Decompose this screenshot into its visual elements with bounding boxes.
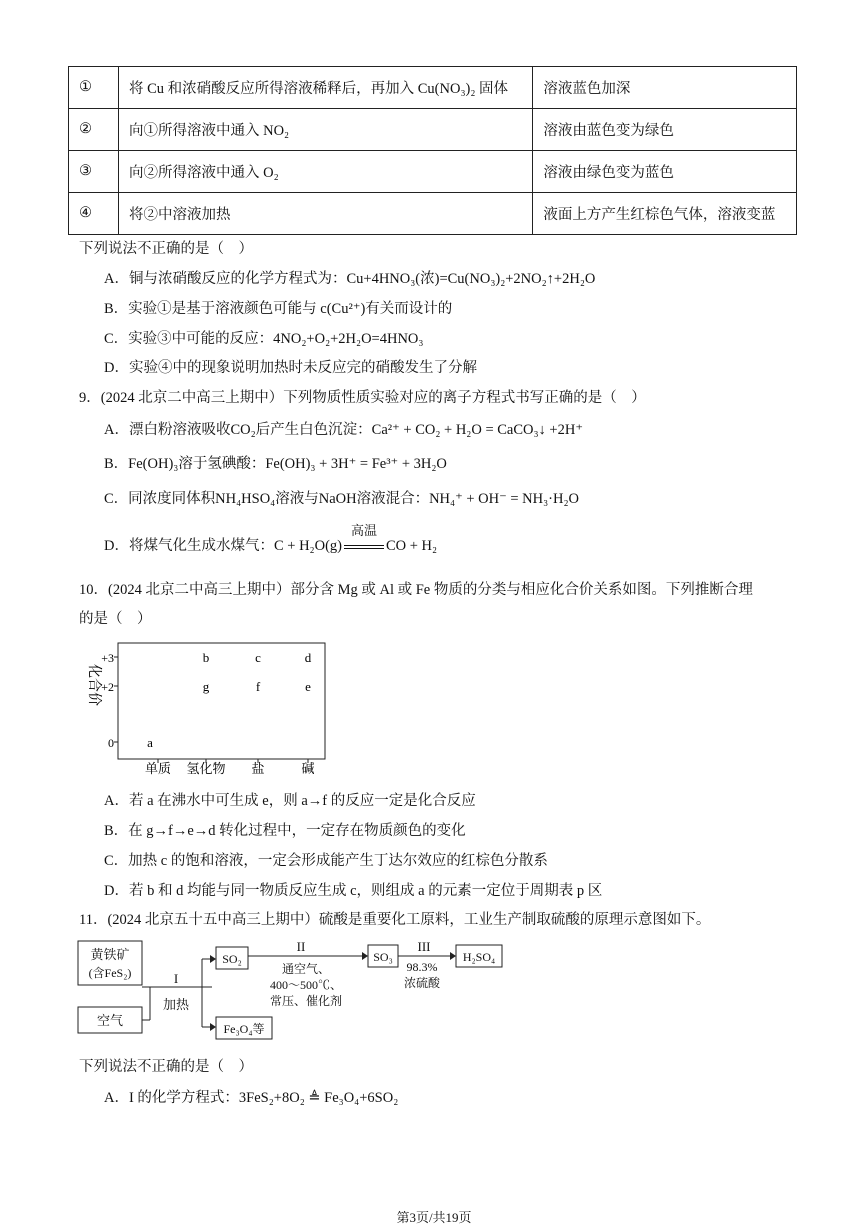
row-procedure: 向①所得溶液中通入 NO₂: [118, 109, 532, 151]
chart-point-g: g: [202, 679, 210, 694]
valence-chart-svg: [76, 637, 336, 777]
heat-label: 加热: [162, 997, 190, 1012]
chart-ytick-label: +2: [101, 680, 114, 694]
table-row: [69, 151, 797, 193]
q11-stem2: 下列说法不正确的是（ ）: [79, 1059, 253, 1075]
row-procedure: 向②所得溶液中通入 O₂: [118, 151, 532, 193]
sulfuric-acid-flowchart: [76, 937, 516, 1047]
q8-option-d: D．实验④中的现象说明加热时未反应完的硝酸发生了分解: [104, 360, 477, 376]
arrow-to-so2: [210, 955, 216, 963]
q10-stem-line1: 10．(2024 北京二中高三上期中）部分含 Mg 或 Al 或 Fe 物质的分类与相应化合价关系如图。下列推断合理: [79, 582, 753, 598]
row-number: ④: [69, 193, 119, 235]
row-procedure: 将 Cu 和浓硝酸反应所得溶液稀释后，再加入 Cu(NO₃)₂ 固体: [118, 67, 532, 109]
flowchart-svg: [76, 937, 516, 1047]
q11-option-a: A．I 的化学方程式：3FeS₂+8O₂ ≜ Fe₃O₄+6SO₂: [104, 1090, 399, 1106]
chart-point-d: d: [304, 650, 312, 665]
row-result: 溶液由蓝色变为绿色: [533, 109, 797, 151]
equilibrium-arrow: [342, 523, 386, 555]
q9-d-products: CO + H₂: [385, 538, 438, 554]
condition-3: 常压、催化剂: [269, 994, 343, 1008]
chart-xtick-label: 盐: [251, 761, 265, 776]
chart-point-f: f: [255, 679, 261, 694]
row-result: 溶液由绿色变为蓝色: [533, 151, 797, 193]
arrow-to-fe3o4: [210, 1023, 216, 1031]
row-result: 液面上方产生红棕色气体，溶液变蓝: [533, 193, 797, 235]
q10-option-c: C．加热 c 的饱和溶液，一定会形成能产生丁达尔效应的红棕色分散系: [104, 853, 548, 869]
arrow-to-h2so4: [450, 952, 456, 960]
q11-stem: 11．(2024 北京五十五中高三上期中）硫酸是重要化工原料，工业生产制取硫酸的原理示意图如下。: [79, 912, 711, 928]
step-2-label: II: [296, 939, 306, 954]
chart-xtick-label: 单质: [144, 761, 172, 776]
q10-option-a: A．若 a 在沸水中可生成 e，则 a→f 的反应一定是化合反应: [104, 793, 476, 809]
q9-option-c: C．同浓度同体积NH₄HSO₄溶液与NaOH溶液混合：NH₄⁺ + OH⁻ = NH₃·H₂O: [104, 491, 580, 507]
q8-stem: 下列说法不正确的是（ ）: [79, 241, 253, 257]
table-row: [69, 193, 797, 235]
chart-point-b: b: [202, 650, 210, 665]
so3-label: SO₃: [373, 950, 393, 964]
condition-1: 通空气、: [281, 962, 331, 976]
q8-option-a: A．铜与浓硝酸反应的化学方程式为：Cu+4HNO₃(浓)=Cu(NO₃)₂+2NO₂↑+2H₂O: [104, 271, 596, 287]
q8-option-c: C．实验③中可能的反应：4NO₂+O₂+2H₂O=4HNO₃: [104, 331, 424, 347]
chart-xtick-label: 碱: [301, 761, 315, 776]
valence-chart: [76, 637, 336, 777]
chart-point-e: e: [305, 679, 311, 694]
row-number: ②: [69, 109, 119, 151]
ore-sub-label: (含FeS₂): [88, 966, 132, 980]
chart-xtick-label: 氢化物: [186, 761, 226, 776]
chart-ylabel: 化合价: [86, 664, 101, 706]
step-1-label: I: [173, 971, 179, 986]
table-row: [69, 67, 797, 109]
chart-ytick-label: 0: [108, 736, 114, 750]
row-number: ①: [69, 67, 119, 109]
q9-stem: 9．(2024 北京二中高三上期中）下列物质性质实验对应的离子方程式书写正确的是（ ）: [79, 390, 646, 406]
condition-2: 400～500℃、: [269, 978, 343, 992]
row-number: ③: [69, 151, 119, 193]
row-procedure: 将②中溶液加热: [118, 193, 532, 235]
table-row: [69, 109, 797, 151]
fe3o4-label: Fe₃O₄等: [223, 1022, 265, 1036]
q9-d-reactants: D．将煤气化生成水煤气：C + H₂O(g): [104, 538, 342, 554]
q10-stem-line2: 的是（ ）: [79, 611, 152, 627]
chart-ytick-label: +3: [101, 651, 114, 665]
q9-option-b: B．Fe(OH)₃溶于氢碘酸：Fe(OH)₃ + 3H⁺ = Fe³⁺ + 3H₂O: [104, 456, 447, 472]
acid-concentration: 98.3%: [406, 960, 438, 974]
q10-option-b: B．在 g→f→e→d 转化过程中，一定存在物质颜色的变化: [104, 823, 466, 839]
air-label: 空气: [96, 1013, 124, 1028]
q9-option-d: [104, 523, 438, 555]
step-3-label: III: [417, 939, 431, 954]
page-footer: 第3页/共19页: [396, 1210, 472, 1225]
q8-option-b: B．实验①是基于溶液颜色可能与 c(Cu²⁺)有关而设计的: [104, 301, 453, 317]
chart-point-a: a: [147, 735, 153, 750]
h2so4-label: H₂SO₄: [462, 950, 496, 964]
q10-option-d: D．若 b 和 d 均能与同一物质反应生成 c，则组成 a 的元素一定位于周期表 p 区: [104, 883, 603, 899]
row-result: 溶液蓝色加深: [533, 67, 797, 109]
q9-d-condition: 高温: [350, 523, 377, 538]
arrow-to-so3: [362, 952, 368, 960]
acid-name: 浓硫酸: [403, 976, 441, 990]
experiment-table: [68, 66, 797, 235]
ore-label: 黄铁矿: [90, 947, 130, 962]
chart-point-c: c: [255, 650, 261, 665]
so2-label: SO₂: [222, 952, 242, 966]
q9-option-a: A．漂白粉溶液吸收CO₂后产生白色沉淀：Ca²⁺ + CO₂ + H₂O = CaCO₃↓ +2H⁺: [104, 422, 583, 438]
